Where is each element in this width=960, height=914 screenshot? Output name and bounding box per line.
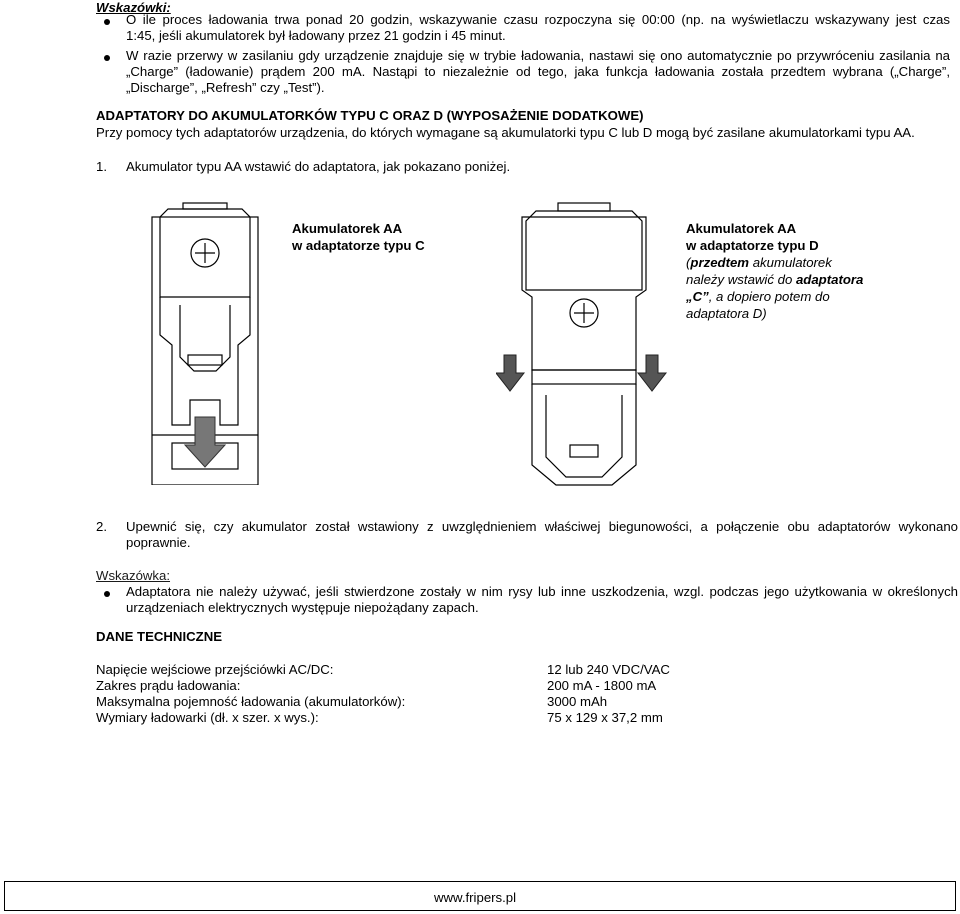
figure-c-label-line-2: w adaptatorze typu C: [292, 238, 425, 253]
step-1-number: 1.: [96, 159, 107, 174]
note-text: należy wstawić do: [686, 272, 796, 287]
spec-label-input-voltage: Napięcie wejściowe przejściówki AC/DC:: [96, 662, 334, 677]
note-bold-before: przedtem: [690, 255, 750, 270]
spec-label-dimensions: Wymiary ładowarki (dł. x szer. x wys.):: [96, 710, 319, 725]
tip-item-1-line-1: O ile proces ładowania trwa ponad 20 godzin, wskazywanie czasu rozpoczyna się 00:00 (np. na wyświetlaczu wskazywany jest czas: [126, 12, 950, 27]
bullet-icon: [104, 19, 110, 25]
tip2-item: [126, 584, 958, 616]
spec-value-charge-current: 200 mA - 1800 mA: [547, 678, 657, 693]
bullet-icon: [104, 55, 110, 61]
step-2-line-2: poprawnie.: [126, 535, 191, 550]
tip-item-2-line-2: „Charge” (ładowanie) prądem 200 mA. Nastąpi to niezależnie od tego, jaka funkcja ładowania została przedtem wybrana („Charge”,: [126, 64, 950, 79]
step-2-number: 2.: [96, 519, 107, 534]
figure-d-note-line-1: [686, 254, 916, 271]
figure-d-label-line-2: w adaptatorze typu D: [686, 238, 819, 253]
note-bold-c: „C”: [686, 289, 709, 304]
figure-d-note-line-3: [686, 288, 916, 305]
step-1-text: Akumulator typu AA wstawić do adaptatora, jak pokazano poniżej.: [126, 159, 511, 174]
adapter-c-illustration: [150, 195, 260, 485]
bullet-icon: [104, 591, 110, 597]
adapters-heading: ADAPTATORY DO AKUMULATORKÓW TYPU C ORAZ D (WYPOSAŻENIE DODATKOWE): [96, 108, 644, 123]
adapters-intro: Przy pomocy tych adaptatorów urządzenia, do których wymagane są akumulatorki typu C lub D mogą być zasilane akumulatorkami typu AA.: [96, 125, 915, 140]
spec-label-max-capacity: Maksymalna pojemność ładowania (akumulatorków):: [96, 694, 406, 709]
tips-heading: Wskazówki:: [96, 0, 171, 15]
tip-item-2-line-3: „Discharge”, „Refresh” czy „Test”).: [126, 80, 325, 95]
tip2-line-1: Adaptatora nie należy używać, jeśli stwierdzone zostały w nim rysy lub inne uszkodzenia, wzgl. podczas jego użytkowania w określonych: [126, 584, 958, 599]
tip-item-2: [126, 48, 950, 96]
figure-c-label-line-1: Akumulatorek AA: [292, 221, 403, 236]
note-text: akumulatorek: [749, 255, 832, 270]
step-2-text: [126, 519, 958, 551]
step-2-line-1: Upewnić się, czy akumulator został wstawiony z uwzględnieniem właściwej biegunowości, a połączenie obu adaptatorów wykonano: [126, 519, 958, 534]
figure-c-label: [292, 220, 425, 254]
figure-d-note-line-4: adaptatora D): [686, 306, 767, 321]
note-text: , a dopiero potem do: [708, 289, 830, 304]
spec-value-dimensions: 75 x 129 x 37,2 mm: [547, 710, 663, 725]
tip-item-2-line-1: W razie przerwy w zasilaniu gdy urządzenie znajduje się w trybie ładowania, nastawi się ono automatycznie po przywróceniu zasilania na: [126, 48, 950, 63]
spec-label-charge-current: Zakres prądu ładowania:: [96, 678, 241, 693]
note-paren: (: [686, 255, 691, 270]
tip-item-1: [126, 12, 950, 44]
specs-heading: DANE TECHNICZNE: [96, 629, 223, 644]
tip2-heading: Wskazówka:: [96, 568, 171, 583]
adapter-d-illustration: [496, 195, 671, 495]
note-bold-adapter: adaptatora: [795, 272, 864, 287]
spec-value-input-voltage: 12 lub 240 VDC/VAC: [547, 662, 670, 677]
tip2-line-2: urządzeniach elektrycznych występuje niepożądany zapach.: [126, 600, 479, 615]
footer-url[interactable]: www.fripers.pl: [434, 890, 517, 905]
figure-d-label-line-1: Akumulatorek AA: [686, 221, 797, 236]
spec-value-max-capacity: 3000 mAh: [547, 694, 608, 709]
figure-d-label: [686, 220, 916, 322]
figure-d-note-line-2: [686, 271, 916, 288]
tip-item-1-line-2: 1:45, jeśli akumulatorek był ładowany przez 21 godzin i 45 minut.: [126, 28, 506, 43]
